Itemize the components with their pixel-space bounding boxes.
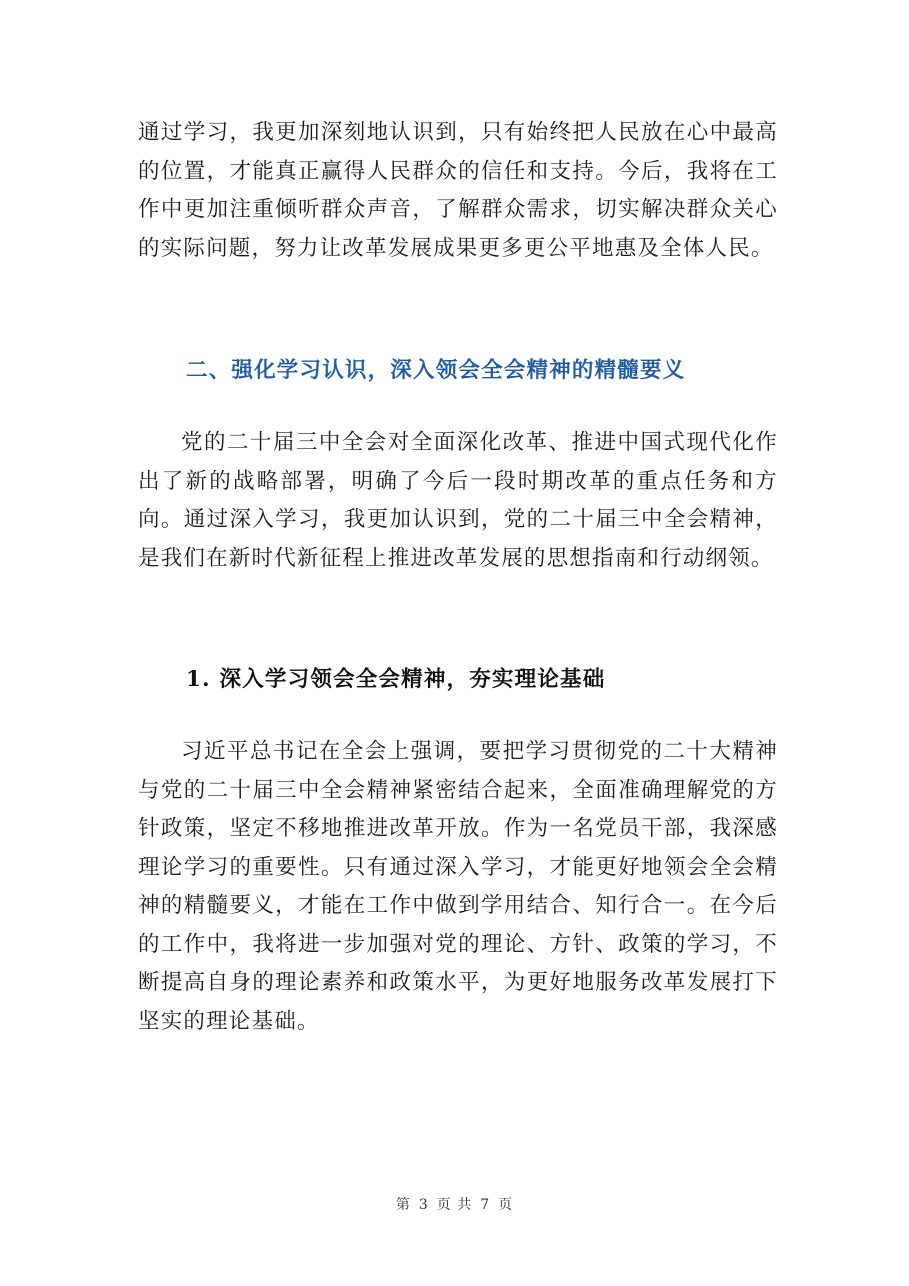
footer-prefix: 第 <box>395 1197 411 1213</box>
paragraph-3-container <box>138 733 778 1041</box>
paragraph-2: 党的二十届三中全会对全面深化改革、推进中国式现代化作出了新的战略部署，明确了今后一段时期改革的重点任务和方向。通过深入学习，我更加认识到，党的二十届三中全会精神，是我们在新时代新征程上推进改革发展的思想指南和行动纲领。 <box>138 430 778 571</box>
footer-total-pages: 7 <box>480 1197 491 1213</box>
footer-page-number: 3 <box>418 1197 429 1213</box>
paragraph-1: 通过学习，我更加深刻地认识到，只有始终把人民放在心中最高的位置，才能真正赢得人民群众的信任和支持。今后，我将在工作中更加注重倾听群众声音，了解群众需求，切实解决群众关心的实际问题，努力让改革发展成果更多更公平地惠及全体人民。 <box>138 120 778 261</box>
footer-suffix: 页 <box>498 1197 514 1213</box>
subsection-heading-1: 1. 深入学习领会全会精神，夯实理论基础 <box>186 667 606 692</box>
footer-middle: 页 共 <box>436 1197 473 1213</box>
section-heading-2: 二、强化学习认识，深入领会全会精神的精髓要义 <box>186 358 686 383</box>
paragraph-3: 习近平总书记在全会上强调，要把学习贯彻党的二十大精神与党的二十届三中全会精神紧密结合起来，全面准确理解党的方针政策，坚定不移地推进改革开放。作为一名党员干部，我深感理论学习的重要性。只有通过深入学习，才能更好地领会全会精神的精髓要义，才能在工作中做到学用结合、知行合一。在今后的工作中，我将进一步加强对党的理论、方针、政策的学习，不断提高自身的理论素养和政策水平，为更好地服务改革发展打下坚实的理论基础。 <box>138 739 778 1034</box>
page-footer <box>0 1194 909 1214</box>
paragraph-1-container <box>138 114 778 268</box>
paragraph-2-container <box>138 424 778 578</box>
